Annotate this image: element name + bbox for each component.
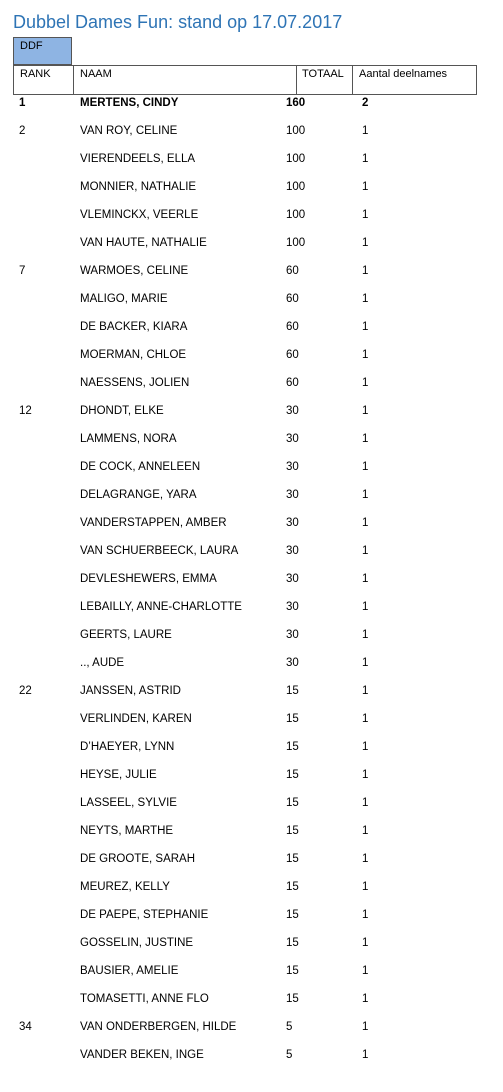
total-cell: 15 — [286, 937, 299, 949]
table-row — [0, 453, 503, 481]
table-row — [0, 89, 503, 117]
ranking-table-body — [0, 89, 503, 1069]
participations-cell: 1 — [362, 993, 369, 1005]
table-row — [0, 565, 503, 593]
table-row — [0, 509, 503, 537]
total-cell: 30 — [286, 629, 299, 641]
total-cell: 30 — [286, 573, 299, 585]
table-row — [0, 817, 503, 845]
rank-cell: 2 — [19, 125, 26, 137]
total-cell: 30 — [286, 517, 299, 529]
table-row — [0, 425, 503, 453]
table-row — [0, 341, 503, 369]
participations-cell: 1 — [362, 237, 369, 249]
total-cell: 60 — [286, 321, 299, 333]
participations-cell: 1 — [362, 797, 369, 809]
name-cell: .., AUDE — [80, 657, 125, 669]
total-cell: 5 — [286, 1049, 293, 1061]
participations-cell: 1 — [362, 489, 369, 501]
table-row — [0, 649, 503, 677]
total-cell: 60 — [286, 293, 299, 305]
participations-cell: 1 — [362, 601, 369, 613]
rank-cell: 22 — [19, 685, 32, 697]
column-header-naam: NAAM — [74, 66, 297, 94]
participations-cell: 1 — [362, 657, 369, 669]
table-row — [0, 1041, 503, 1069]
name-cell: LASSEEL, SYLVIE — [80, 797, 177, 809]
participations-cell: 1 — [362, 909, 369, 921]
participations-cell: 1 — [362, 125, 369, 137]
name-cell: MONNIER, NATHALIE — [80, 181, 197, 193]
total-cell: 30 — [286, 657, 299, 669]
total-cell: 100 — [286, 209, 306, 221]
participations-cell: 1 — [362, 405, 369, 417]
name-cell: DHONDT, ELKE — [80, 405, 164, 417]
participations-cell: 1 — [362, 937, 369, 949]
name-cell: WARMOES, CELINE — [80, 265, 189, 277]
page-title: Dubbel Dames Fun: stand op 17.07.2017 — [13, 12, 343, 32]
participations-cell: 1 — [362, 209, 369, 221]
total-cell: 30 — [286, 489, 299, 501]
participations-cell: 1 — [362, 265, 369, 277]
name-cell: VIERENDEELS, ELLA — [80, 153, 196, 165]
name-cell: MERTENS, CINDY — [80, 97, 179, 109]
table-row — [0, 957, 503, 985]
total-cell: 15 — [286, 909, 299, 921]
table-row — [0, 537, 503, 565]
participations-cell: 1 — [362, 153, 369, 165]
column-header-totaal: TOTAAL — [297, 66, 353, 94]
total-cell: 100 — [286, 237, 306, 249]
total-cell: 15 — [286, 853, 299, 865]
table-row — [0, 621, 503, 649]
table-row — [0, 201, 503, 229]
name-cell: VANDER BEKEN, INGE — [80, 1049, 204, 1061]
participations-cell: 1 — [362, 433, 369, 445]
participations-cell: 1 — [362, 1049, 369, 1061]
participations-cell: 1 — [362, 713, 369, 725]
participations-cell: 1 — [362, 769, 369, 781]
table-row — [0, 173, 503, 201]
column-header-aantal: Aantal deelnames — [359, 68, 448, 80]
participations-cell: 1 — [362, 741, 369, 753]
total-cell: 30 — [286, 433, 299, 445]
table-row — [0, 397, 503, 425]
participations-cell: 2 — [362, 97, 369, 109]
table-row — [0, 145, 503, 173]
total-cell: 160 — [286, 97, 306, 109]
table-row — [0, 593, 503, 621]
name-cell: LAMMENS, NORA — [80, 433, 177, 445]
total-cell: 100 — [286, 153, 306, 165]
participations-cell: 1 — [362, 545, 369, 557]
name-cell: GOSSELIN, JUSTINE — [80, 937, 194, 949]
name-cell: VAN ROY, CELINE — [80, 125, 178, 137]
table-row — [0, 845, 503, 873]
name-cell: MOERMAN, CHLOE — [80, 349, 187, 361]
participations-cell: 1 — [362, 825, 369, 837]
table-row — [0, 705, 503, 733]
total-cell: 15 — [286, 713, 299, 725]
name-cell: TOMASETTI, ANNE FLO — [80, 993, 209, 1005]
participations-cell: 1 — [362, 965, 369, 977]
table-row — [0, 677, 503, 705]
participations-cell: 1 — [362, 517, 369, 529]
name-cell: DE COCK, ANNELEEN — [80, 461, 201, 473]
table-row — [0, 761, 503, 789]
name-cell: DELAGRANGE, YARA — [80, 489, 197, 501]
total-cell: 30 — [286, 601, 299, 613]
rank-cell: 34 — [19, 1021, 32, 1033]
participations-cell: 1 — [362, 629, 369, 641]
total-cell: 60 — [286, 377, 299, 389]
table-row — [0, 873, 503, 901]
name-cell: DE BACKER, KIARA — [80, 321, 188, 333]
name-cell: VERLINDEN, KAREN — [80, 713, 192, 725]
rank-cell: 1 — [19, 97, 26, 109]
table-row — [0, 117, 503, 145]
table-row — [0, 481, 503, 509]
participations-cell: 1 — [362, 685, 369, 697]
name-cell: HEYSE, JULIE — [80, 769, 157, 781]
name-cell: VLEMINCKX, VEERLE — [80, 209, 199, 221]
name-cell: VAN SCHUERBEECK, LAURA — [80, 545, 239, 557]
total-cell: 30 — [286, 461, 299, 473]
total-cell: 15 — [286, 825, 299, 837]
participations-cell: 1 — [362, 293, 369, 305]
participations-cell: 1 — [362, 321, 369, 333]
total-cell: 15 — [286, 993, 299, 1005]
participations-cell: 1 — [362, 881, 369, 893]
total-cell: 30 — [286, 405, 299, 417]
name-cell: VANDERSTAPPEN, AMBER — [80, 517, 227, 529]
table-row — [0, 313, 503, 341]
total-cell: 100 — [286, 125, 306, 137]
name-cell: VAN HAUTE, NATHALIE — [80, 237, 207, 249]
rank-cell: 7 — [19, 265, 26, 277]
name-cell: DE PAEPE, STEPHANIE — [80, 909, 209, 921]
total-cell: 5 — [286, 1021, 293, 1033]
name-cell: MEUREZ, KELLY — [80, 881, 170, 893]
total-cell: 60 — [286, 349, 299, 361]
participations-cell: 1 — [362, 461, 369, 473]
name-cell: MALIGO, MARIE — [80, 293, 168, 305]
name-cell: VAN ONDERBERGEN, HILDE — [80, 1021, 237, 1033]
table-row — [0, 257, 503, 285]
table-row — [0, 929, 503, 957]
name-cell: GEERTS, LAURE — [80, 629, 172, 641]
total-cell: 15 — [286, 685, 299, 697]
participations-cell: 1 — [362, 853, 369, 865]
table-row — [0, 789, 503, 817]
participations-cell: 1 — [362, 349, 369, 361]
name-cell: NAESSENS, JOLIEN — [80, 377, 190, 389]
name-cell: BAUSIER, AMELIE — [80, 965, 179, 977]
total-cell: 15 — [286, 769, 299, 781]
participations-cell: 1 — [362, 573, 369, 585]
total-cell: 15 — [286, 741, 299, 753]
table-row — [0, 733, 503, 761]
participations-cell: 1 — [362, 377, 369, 389]
rank-cell: 12 — [19, 405, 32, 417]
table-row — [0, 1013, 503, 1041]
category-label-cell: DDF — [13, 37, 72, 65]
table-row — [0, 285, 503, 313]
total-cell: 15 — [286, 797, 299, 809]
total-cell: 100 — [286, 181, 306, 193]
name-cell: DE GROOTE, SARAH — [80, 853, 196, 865]
name-cell: JANSSEN, ASTRID — [80, 685, 181, 697]
table-row — [0, 985, 503, 1013]
table-row — [0, 229, 503, 257]
table-row — [0, 369, 503, 397]
total-cell: 15 — [286, 965, 299, 977]
total-cell: 30 — [286, 545, 299, 557]
table-row — [0, 901, 503, 929]
name-cell: D’HAEYER, LYNN — [80, 741, 175, 753]
participations-cell: 1 — [362, 181, 369, 193]
name-cell: DEVLESHEWERS, EMMA — [80, 573, 217, 585]
name-cell: LEBAILLY, ANNE-CHARLOTTE — [80, 601, 242, 613]
name-cell: NEYTS, MARTHE — [80, 825, 174, 837]
participations-cell: 1 — [362, 1021, 369, 1033]
total-cell: 60 — [286, 265, 299, 277]
column-header-rank: RANK — [14, 66, 74, 94]
total-cell: 15 — [286, 881, 299, 893]
